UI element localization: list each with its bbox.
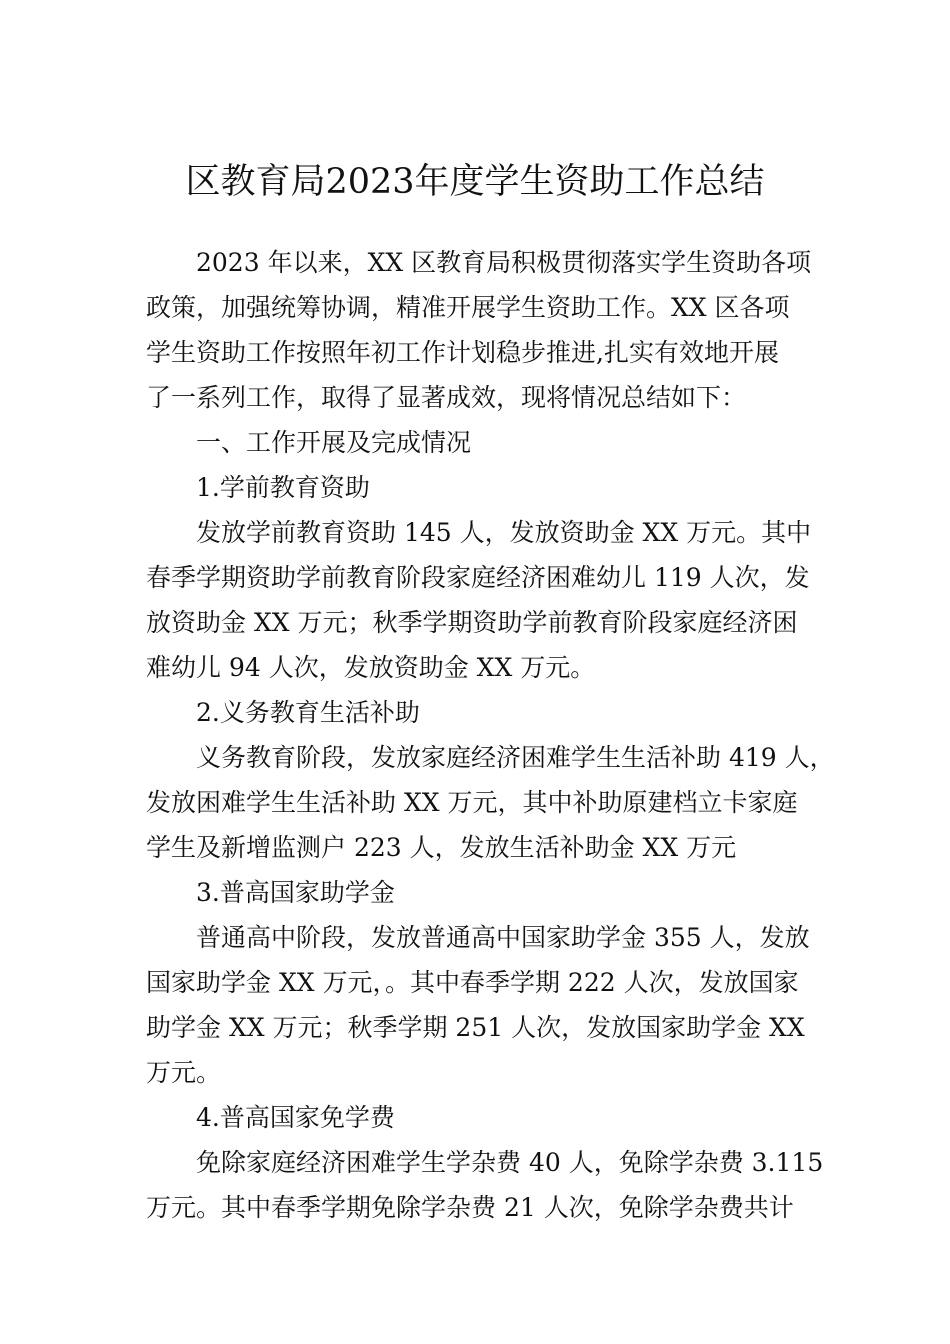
text-line: 2023 年以来，XX 区教育局积极贯彻落实学生资助各项: [196, 248, 812, 277]
text-line: 政策，加强统筹协调，精准开展学生资助工作。XX 区各项: [146, 293, 790, 322]
subsection-heading: 1.学前教育资助: [196, 473, 370, 502]
text-line: 春季学期资助学前教育阶段家庭经济困难幼儿 119 人次，发: [146, 563, 810, 592]
text-line: 普通高中阶段，发放普通高中国家助学金 355 人，发放: [196, 923, 810, 952]
text-line: 发放学前教育资助 145 人，发放资助金 XX 万元。其中: [196, 518, 812, 547]
document-title: 区教育局2023年度学生资助工作总结: [185, 162, 765, 202]
text-line: 学生及新增监测户 223 人，发放生活补助金 XX 万元: [146, 833, 737, 862]
text-line: 发放困难学生生活补助 XX 万元，其中补助原建档立卡家庭: [146, 788, 798, 817]
text-line: 义务教育阶段，发放家庭经济困难学生生活补助 419 人，: [196, 743, 835, 772]
text-line: 难幼儿 94 人次，发放资助金 XX 万元。: [146, 653, 596, 682]
text-line: 免除家庭经济困难学生学杂费 40 人，免除学杂费 3.115: [196, 1148, 824, 1177]
text-line: 万元。: [146, 1058, 222, 1087]
text-line: 了一系列工作，取得了显著成效，现将情况总结如下：: [146, 383, 747, 412]
subsection-heading: 3.普高国家助学金: [196, 878, 395, 907]
subsection-heading: 4.普高国家免学费: [196, 1103, 395, 1132]
subsection-heading: 2.义务教育生活补助: [196, 698, 420, 727]
document-body: [146, 240, 846, 1230]
text-line: 学生资助工作按照年初工作计划稳步推进,扎实有效地开展: [146, 338, 779, 367]
text-line: 助学金 XX 万元；秋季学期 251 人次，发放国家助学金 XX: [146, 1013, 805, 1042]
text-line: 万元。其中春季学期免除学杂费 21 人次，免除学杂费共计: [146, 1193, 794, 1222]
section-heading: 一、工作开展及完成情况: [196, 428, 472, 457]
text-line: 国家助学金 XX 万元，。其中春季学期 222 人次，发放国家: [146, 968, 799, 997]
text-line: 放资助金 XX 万元；秋季学期资助学前教育阶段家庭经济困: [146, 608, 798, 637]
